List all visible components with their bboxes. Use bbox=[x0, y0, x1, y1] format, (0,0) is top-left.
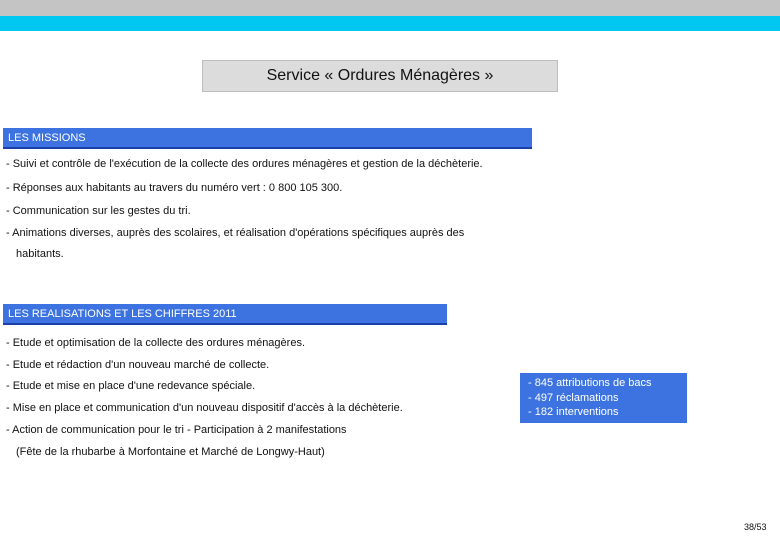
stats-box bbox=[520, 373, 687, 423]
realisation-item: - Mise en place et communication d'un nouveau dispositif d'accès à la déchèterie. bbox=[6, 402, 403, 414]
realisation-item: - Action de communication pour le tri - Participation à 2 manifestations bbox=[6, 424, 347, 436]
top-gray-band bbox=[0, 0, 780, 16]
page-title: Service « Ordures Ménagères » bbox=[202, 60, 558, 92]
mission-item: - Suivi et contrôle de l'exécution de la collecte des ordures ménagères et gestion de la déchèterie. bbox=[6, 158, 483, 170]
stat-reclamations: - 497 réclamations bbox=[528, 391, 619, 404]
realisation-item: - Etude et mise en place d'une redevance spéciale. bbox=[6, 380, 256, 392]
mission-item-continuation: habitants. bbox=[16, 248, 64, 260]
stat-attributions: - 845 attributions de bacs bbox=[528, 377, 652, 389]
realisation-item: - Etude et rédaction d'un nouveau marché de collecte. bbox=[6, 359, 270, 371]
mission-item: - Animations diverses, auprès des scolaires, et réalisation d'opérations spécifiques auprès des bbox=[6, 227, 465, 239]
page-number: 38/53 bbox=[744, 522, 767, 532]
mission-item: - Réponses aux habitants au travers du numéro vert : 0 800 105 300. bbox=[6, 182, 343, 194]
section-heading-missions: LES MISSIONS bbox=[3, 128, 532, 149]
realisation-item-continuation: (Fête de la rhubarbe à Morfontaine et Marché de Longwy-Haut) bbox=[16, 446, 325, 458]
realisation-item: - Etude et optimisation de la collecte des ordures ménagères. bbox=[6, 337, 305, 349]
mission-item: - Communication sur les gestes du tri. bbox=[6, 205, 191, 217]
top-accent-band bbox=[0, 16, 780, 31]
stat-interventions: - 182 interventions bbox=[528, 406, 619, 418]
section-heading-realisations: LES REALISATIONS ET LES CHIFFRES 2011 bbox=[3, 304, 447, 325]
